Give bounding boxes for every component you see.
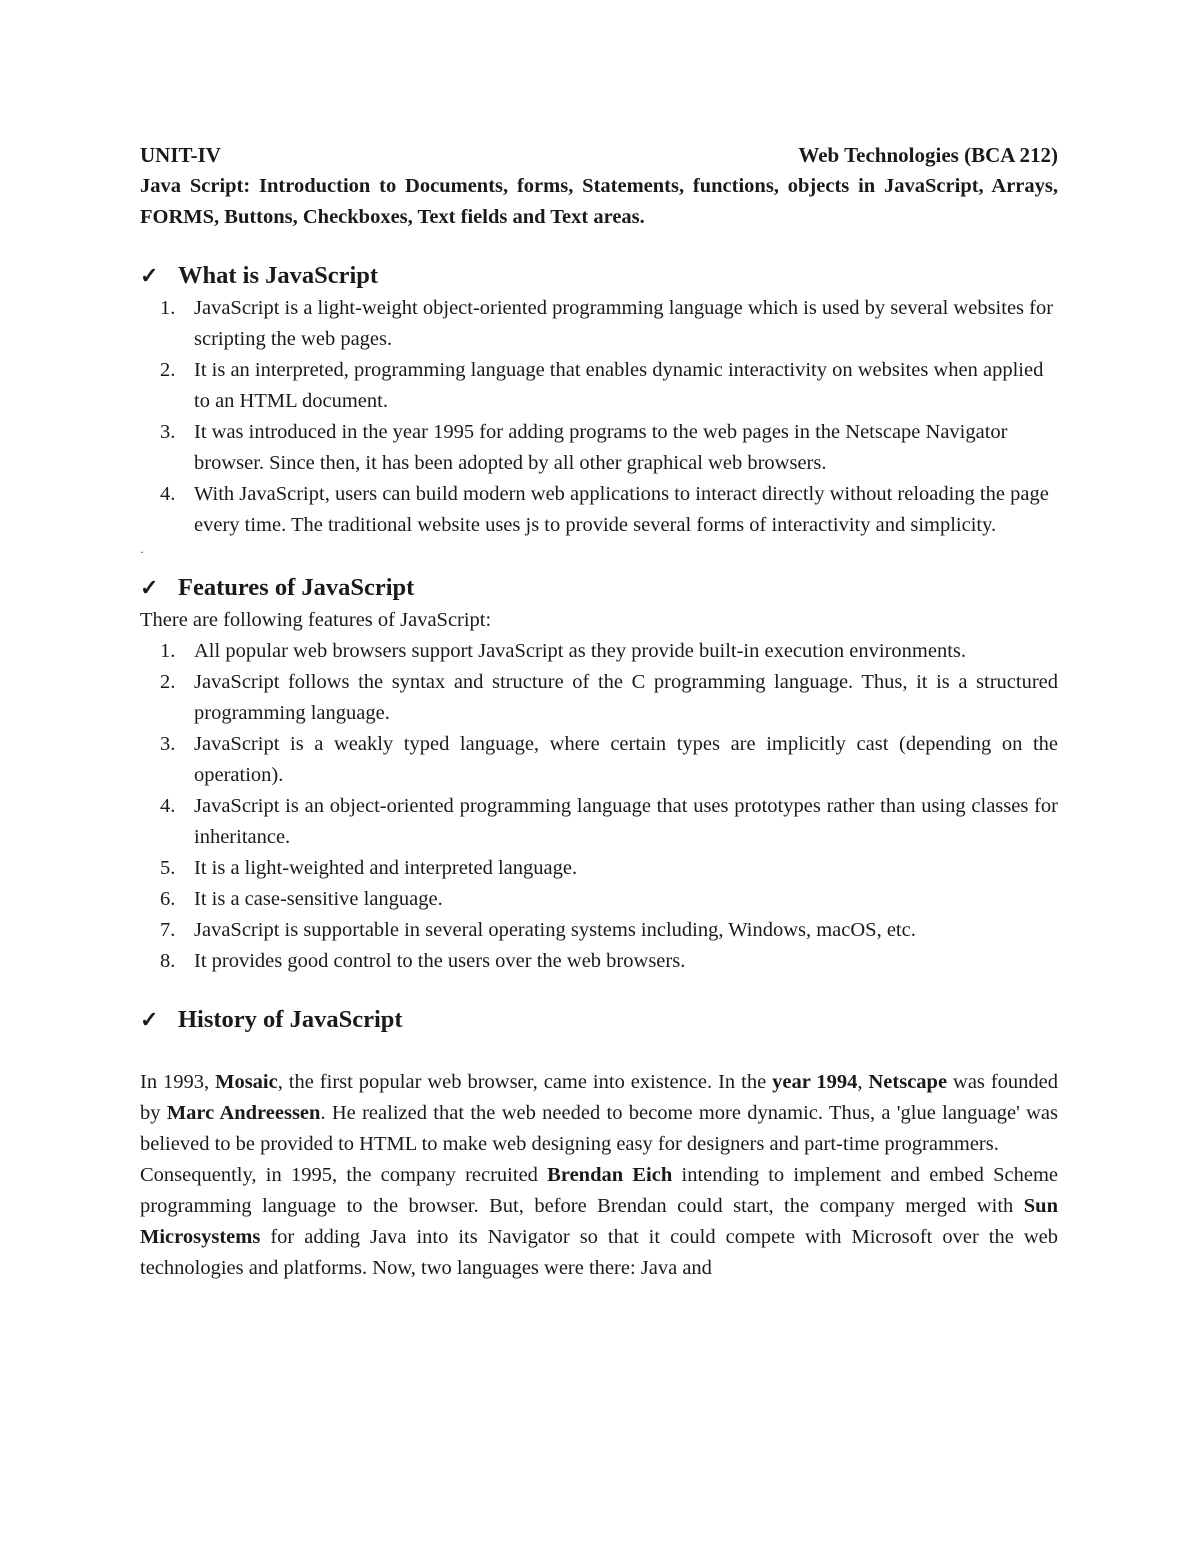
- text-run: . He realized that the web needed to become more dynamic. Thus, a 'glue language' was believed to be provided to HTML to make web designing easy for designers and part-time programmers.: [140, 1102, 1059, 1155]
- stray-mark: ·: [140, 545, 144, 559]
- list-number: 2.: [160, 359, 176, 381]
- list-text: It was introduced in the year 1995 for adding programs to the web pages in the Netscape Navigator browser. Since then, it has been adopted by all other graphical web browsers.: [194, 421, 1008, 474]
- check-icon: ✓: [140, 263, 159, 288]
- list-item: [140, 479, 1058, 541]
- history-paragraph-2: [140, 1160, 1058, 1284]
- list-item: [140, 667, 1058, 729]
- list-text: All popular web browsers support JavaScript as they provide built-in execution environments.: [194, 640, 967, 662]
- text-run: was founded by: [140, 1071, 1059, 1124]
- text-run: In 1993,: [140, 1071, 216, 1093]
- list-number: 3.: [160, 733, 176, 755]
- list-number: 4.: [160, 483, 176, 505]
- text-run: intending to implement and embed Scheme programming language to the browser. But, before Brendan could start, the company merged with: [140, 1164, 1058, 1217]
- list-text: JavaScript follows the syntax and structure of the C programming language. Thus, it is a structured programming language.: [194, 671, 1058, 724]
- list-item: [140, 293, 1058, 355]
- list-number: 3.: [160, 421, 176, 443]
- check-icon: ✓: [140, 575, 159, 600]
- list-number: 6.: [160, 888, 176, 910]
- list-text: JavaScript is supportable in several operating systems including, Windows, macOS, etc.: [194, 919, 916, 941]
- list-text: JavaScript is an object-oriented programming language that uses prototypes rather than using classes for inheritance.: [194, 795, 1058, 848]
- list-number: 2.: [160, 671, 176, 693]
- bold-run: year 1994: [772, 1071, 858, 1093]
- course-label: Web Technologies (BCA 212): [798, 143, 1058, 167]
- list-item: [140, 729, 1058, 791]
- list-text: It is a light-weighted and interpreted language.: [194, 857, 578, 879]
- bold-run: Mosaic: [215, 1071, 278, 1093]
- list-text: JavaScript is a light-weight object-oriented programming language which is used by several websites for scripting the web pages.: [194, 297, 1054, 350]
- list-text: JavaScript is a weakly typed language, where certain types are implicitly cast (depending on the operation).: [194, 733, 1058, 786]
- section-heading-features: [140, 571, 1058, 605]
- text-run: ,: [857, 1071, 869, 1093]
- what-is-list: [140, 293, 1058, 541]
- list-item: [140, 853, 1058, 884]
- list-number: 4.: [160, 795, 176, 817]
- section-heading-history: [140, 1003, 1058, 1037]
- list-number: 7.: [160, 919, 176, 941]
- document-page: [140, 140, 1058, 1284]
- check-icon: ✓: [140, 1007, 159, 1032]
- section-title: History of JavaScript: [178, 1006, 403, 1033]
- page-header: [140, 140, 1058, 171]
- bold-run: Netscape: [868, 1071, 948, 1093]
- list-text: It is an interpreted, programming language that enables dynamic interactivity on websites when applied to an HTML document.: [194, 359, 1044, 412]
- list-item: [140, 355, 1058, 417]
- list-number: 5.: [160, 857, 176, 879]
- section-title: What is JavaScript: [178, 262, 379, 289]
- list-item: [140, 946, 1058, 977]
- text-run: for adding Java into its Navigator so that it could compete with Microsoft over the web technologies and platforms. Now, two languages were there: Java and: [140, 1226, 1058, 1279]
- unit-topics: Java Script: Introduction to Documents, forms, Statements, functions, objects in JavaScript, Arrays, FORMS, Buttons, Checkboxes, Text fields and Text areas.: [140, 175, 1058, 228]
- list-text: With JavaScript, users can build modern web applications to interact directly without reloading the page every time. The traditional website uses js to provide several forms of interactivity and simplicity.: [194, 483, 1049, 536]
- section-heading-what-is-javascript: [140, 259, 1058, 293]
- list-number: 1.: [160, 297, 176, 319]
- list-number: 8.: [160, 950, 176, 972]
- features-intro: There are following features of JavaScript:: [140, 609, 492, 631]
- text-run: , the first popular web browser, came into existence. In the: [277, 1071, 773, 1093]
- bold-run: Brendan Eich: [547, 1164, 673, 1186]
- list-text: It provides good control to the users over the web browsers.: [194, 950, 686, 972]
- bold-run: Marc Andreessen: [166, 1102, 321, 1124]
- list-item: [140, 884, 1058, 915]
- features-list: [140, 636, 1058, 977]
- unit-label: UNIT-IV: [140, 143, 221, 167]
- list-item: [140, 417, 1058, 479]
- list-item: [140, 636, 1058, 667]
- section-title: Features of JavaScript: [178, 574, 415, 601]
- list-item: [140, 791, 1058, 853]
- list-text: It is a case-sensitive language.: [194, 888, 443, 910]
- history-paragraph-1: [140, 1067, 1058, 1160]
- list-item: [140, 915, 1058, 946]
- bold-run: Sun Microsystems: [140, 1195, 1058, 1248]
- list-number: 1.: [160, 640, 176, 662]
- text-run: Consequently, in 1995, the company recruited: [140, 1164, 548, 1186]
